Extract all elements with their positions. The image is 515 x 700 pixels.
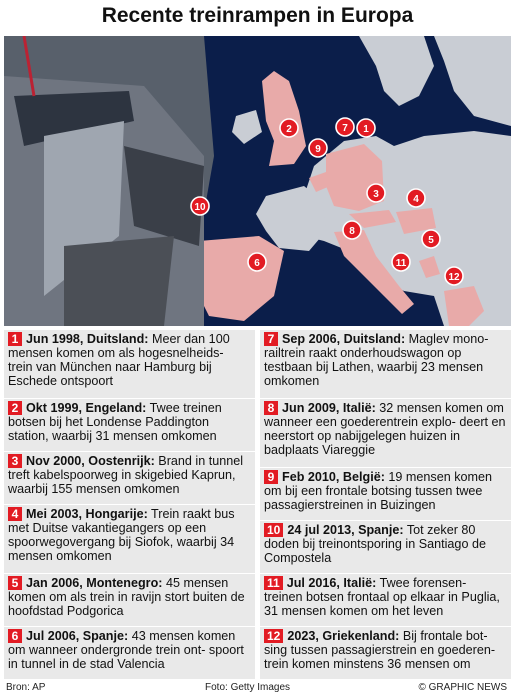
incident-11: 11 Jul 2016, Italië: Twee forensen- treinen botsen frontaal op elkaar in Puglia, 31 mensen komen om het leven — [260, 574, 511, 627]
incident-2: 2 Okt 1999, Engeland: Twee treinen botsen bij het Londense Paddington station, waarbij 31 mensen omkomen — [4, 399, 255, 452]
photo-credit: Foto: Getty Images — [205, 682, 291, 693]
svg-text:3: 3 — [373, 189, 379, 200]
incident-9: 9 Feb 2010, België: 19 mensen komen om bij een frontale botsing tussen twee passagierstreinen in Buizingen — [260, 468, 511, 521]
badge: 12 — [264, 629, 283, 643]
badge: 5 — [8, 576, 22, 590]
incident-12: 12 2023, Griekenland: Bij frontale bot- sing tussen passagierstrein en goederen- trein komen minstens 36 mensen om — [260, 627, 511, 680]
marker-12 — [445, 267, 463, 285]
incident-3: 3 Nov 2000, Oostenrijk: Brand in tunnel treft kabelspoorweg in skigebied Kaprun, waarbij 155 mensen omkomen — [4, 452, 255, 505]
svg-text:7: 7 — [342, 123, 348, 134]
svg-text:12: 12 — [448, 272, 460, 283]
marker-9 — [309, 139, 327, 157]
marker-7 — [336, 118, 354, 136]
incident-1: 1 Jun 1998, Duitsland: Meer dan 100 mensen komen om als hogesnelheids- trein van München naar Hamburg bij Eschede ontspoort — [4, 330, 255, 399]
page-title: Recente treinrampen in Europa — [101, 4, 414, 27]
badge: 2 — [8, 401, 22, 415]
marker-1 — [357, 119, 375, 137]
svg-text:4: 4 — [413, 194, 419, 205]
marker-6 — [248, 253, 266, 271]
incident-10: 10 24 jul 2013, Spanje: Tot zeker 80 doden bij treinontsporing in Santiago de Compostela — [260, 521, 511, 574]
badge: 11 — [264, 576, 283, 590]
map-and-photo — [4, 36, 511, 326]
svg-text:1: 1 — [363, 124, 369, 135]
incident-4: 4 Mei 2003, Hongarije: Trein raakt bus met Duitse vakantiegangers op een spoorwegovergang bij Siofok, waarbij 34 mensen omkomen — [4, 505, 255, 574]
badge: 3 — [8, 454, 22, 468]
marker-3 — [367, 184, 385, 202]
incident-7: 7 Sep 2006, Duitsland: Maglev mono- railtrein raakt onderhoudswagon op testbaan bij Lathen, waarbij 23 mensen omkomen — [260, 330, 511, 399]
badge: 6 — [8, 629, 22, 643]
incident-6: 6 Jul 2006, Spanje: 43 mensen komen om wanneer ondergronde trein ont- spoort in tunnel in de stad Valencia — [4, 627, 255, 680]
badge: 10 — [264, 523, 283, 537]
svg-text:9: 9 — [315, 144, 321, 155]
marker-10 — [191, 197, 209, 215]
badge: 1 — [8, 332, 22, 346]
svg-text:11: 11 — [395, 258, 407, 269]
svg-text:10: 10 — [194, 202, 206, 213]
europe-map — [4, 36, 511, 326]
badge: 8 — [264, 401, 278, 415]
svg-text:6: 6 — [254, 258, 260, 269]
marker-4 — [407, 189, 425, 207]
svg-text:8: 8 — [349, 226, 355, 237]
marker-5 — [422, 230, 440, 248]
incident-list-left — [4, 330, 255, 680]
incident-5: 5 Jan 2006, Montenegro: 45 mensen komen om als trein in ravijn stort buiten de hoofdstad Podgorica — [4, 574, 255, 627]
svg-text:5: 5 — [428, 235, 434, 246]
source-note: Bron: AP — [6, 682, 46, 693]
incident-8: 8 Jun 2009, Italië: 32 mensen komen om wanneer een goederentrein explo- deert en neerstort op nabijgelegen huizen in badplaats Viareggie — [260, 399, 511, 468]
marker-2 — [280, 119, 298, 137]
badge: 7 — [264, 332, 278, 346]
graphic-credit: © GRAPHIC NEWS — [418, 682, 507, 693]
badge: 4 — [8, 507, 22, 521]
badge: 9 — [264, 470, 278, 484]
svg-text:2: 2 — [286, 124, 292, 135]
incident-list-right — [260, 330, 511, 680]
marker-8 — [343, 221, 361, 239]
marker-11 — [392, 253, 410, 271]
